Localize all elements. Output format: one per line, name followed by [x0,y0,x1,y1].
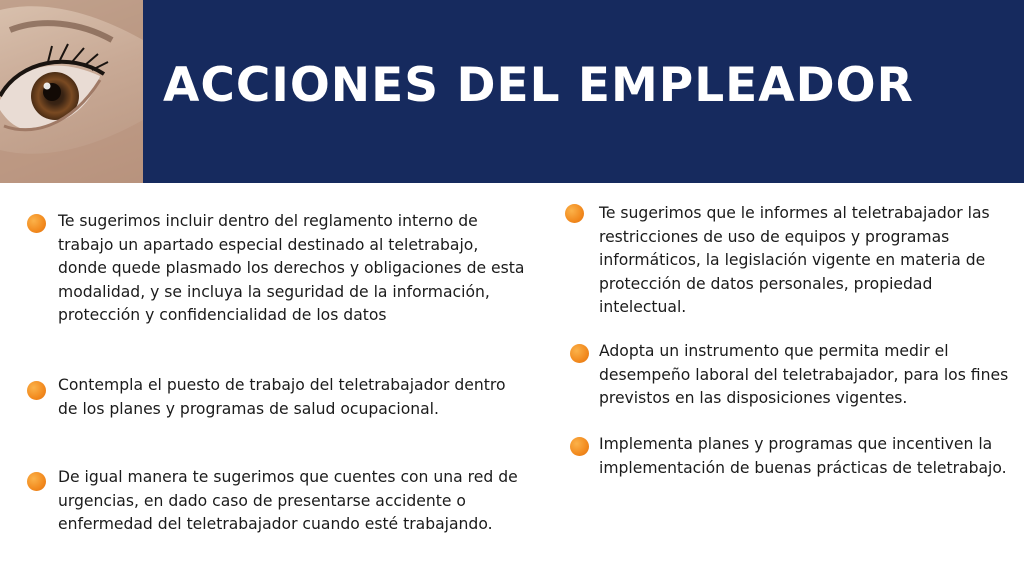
eye-icon [0,0,143,183]
list-item: Adopta un instrumento que permita medir el desempeño laboral del teletrabajador, para los fines previstos en las disposiciones vigentes. [599,342,1009,407]
list-item: Te sugerimos incluir dentro del reglamento interno de trabajo un apartado especial destinado al teletrabajo, donde quede plasmado los derechos y obligaciones de esta modalidad, y se incluya la seguridad de la información, protección y confidencialidad de los datos [58,212,525,324]
page-title: ACCIONES DEL EMPLEADOR [163,58,914,113]
list-item: Contempla el puesto de trabajo del teletrabajador dentro de los planes y programas de salud ocupacional. [58,376,506,418]
bullet-icon [27,214,46,233]
bullet-icon [570,344,589,363]
list-item: De igual manera te sugerimos que cuentes con una red de urgencias, en dado caso de presentarse accidente o enfermedad del teletrabajador cuando esté trabajando. [58,468,518,533]
eye-photo [0,0,143,183]
header-banner [143,0,1024,183]
bullet-icon [565,204,584,223]
bullet-icon [27,472,46,491]
bullet-icon [570,437,589,456]
list-item: Implementa planes y programas que incentiven la implementación de buenas prácticas de teletrabajo. [599,435,1007,477]
list-item: Te sugerimos que le informes al teletrabajador las restricciones de uso de equipos y programas informáticos, la legislación vigente en materia de protección de datos personales, propiedad intelectual. [599,204,990,316]
bullet-icon [27,381,46,400]
